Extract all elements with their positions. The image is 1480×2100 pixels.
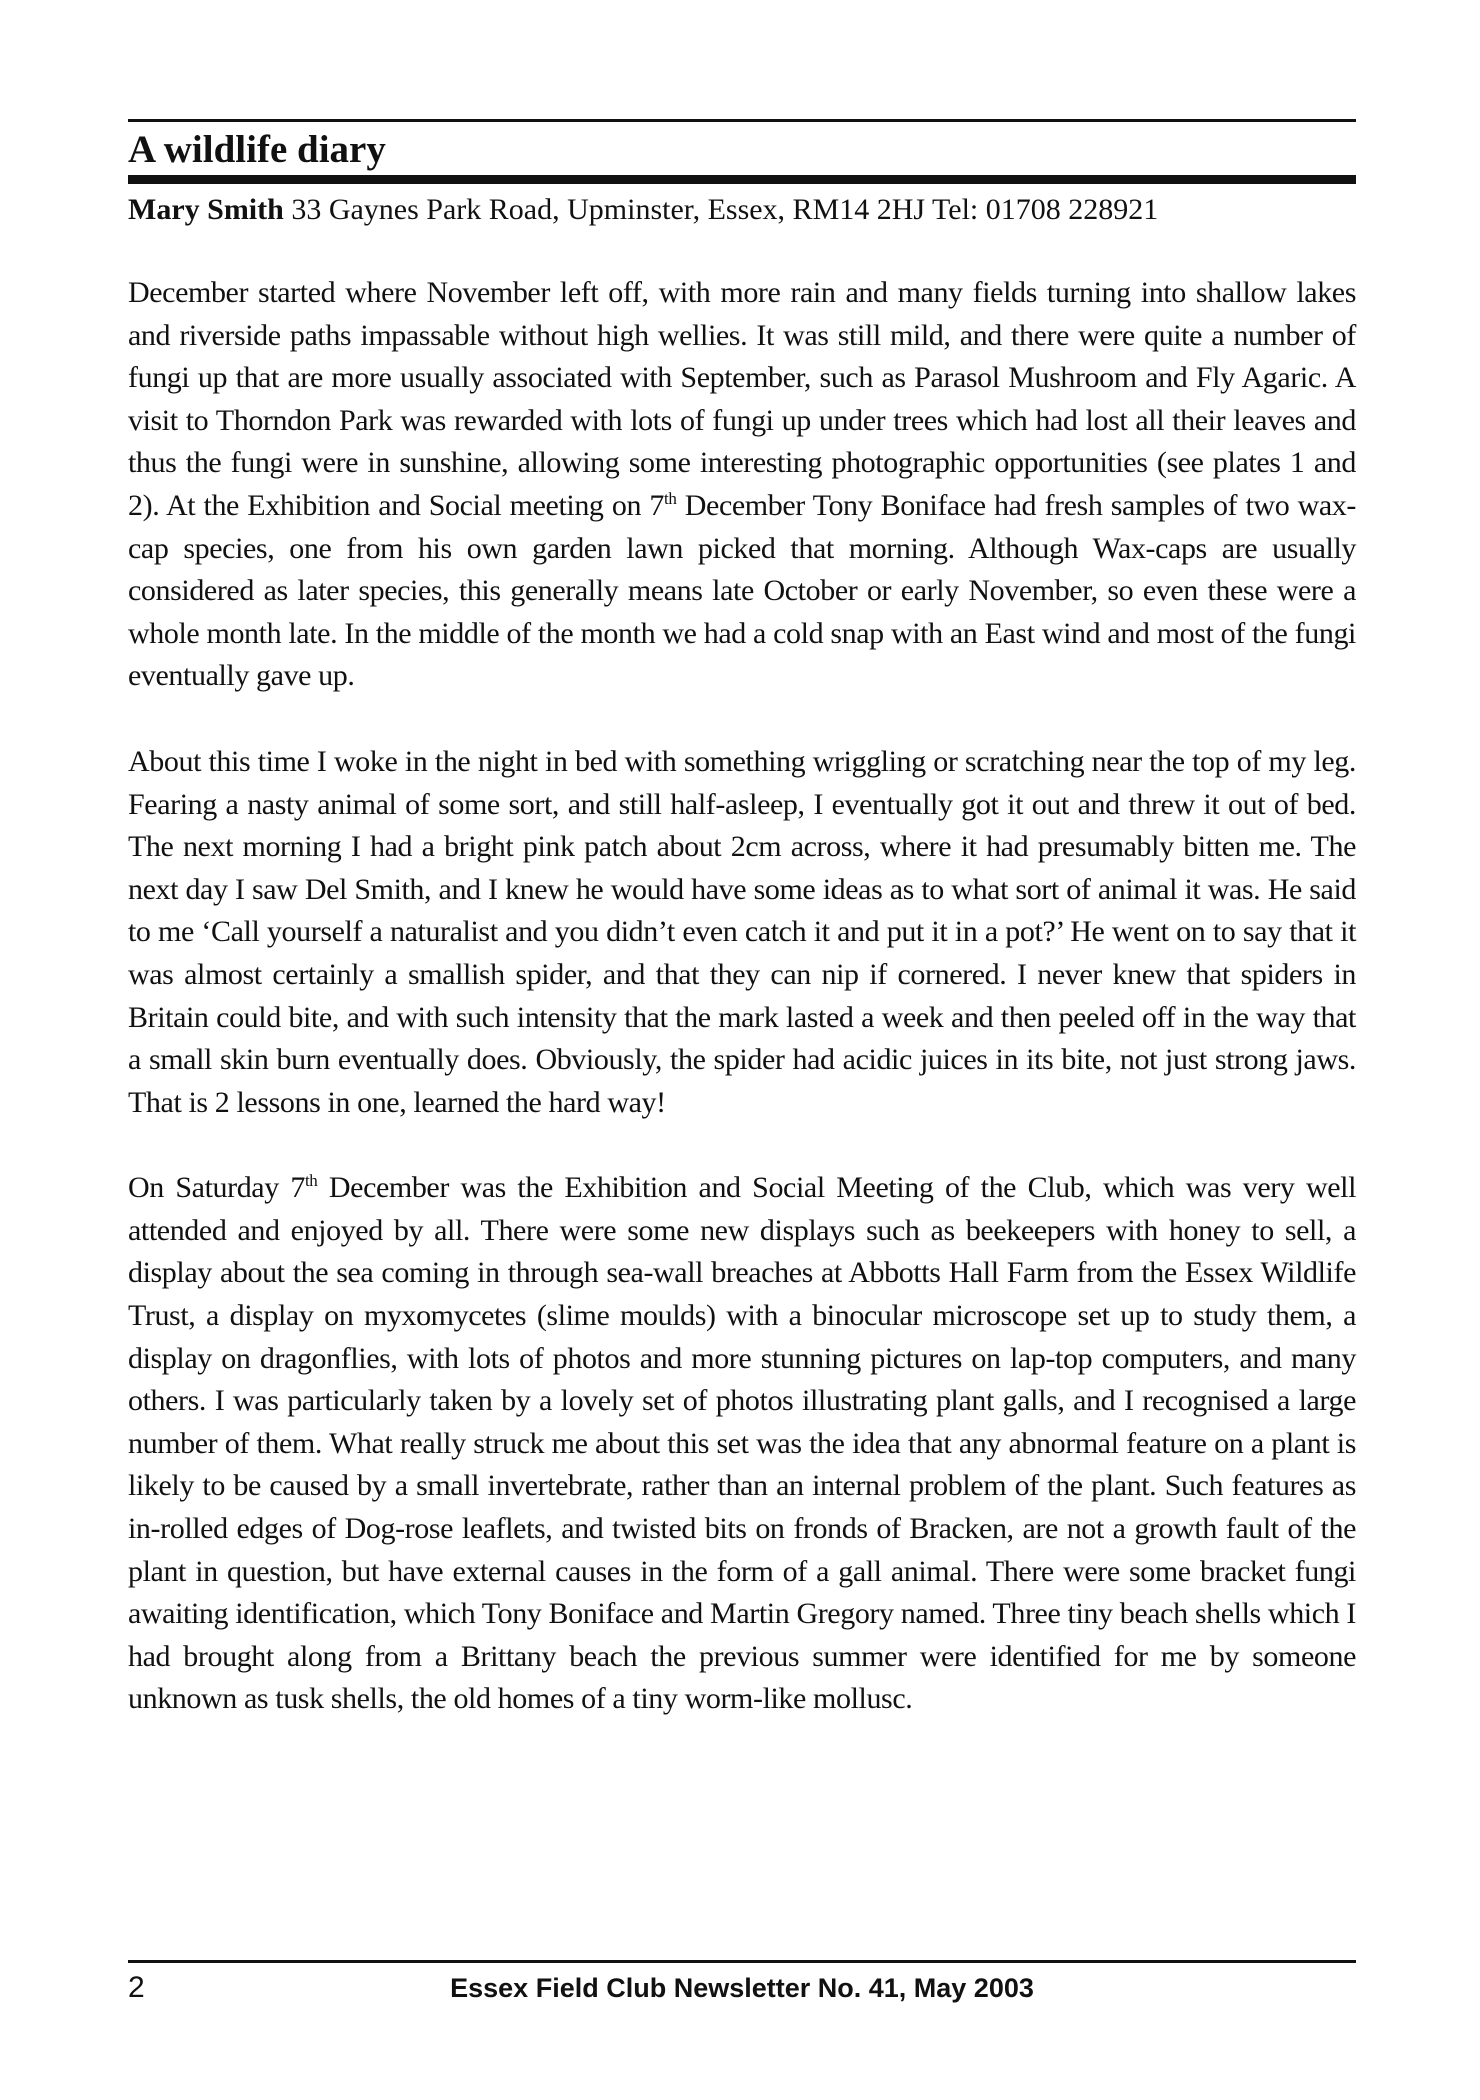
- paragraph-text: December started where November left off, with more rain and many fields turning into shallow lakes and riverside paths impassable without high wellies. It was still mild, and there were quite a number of fungi up that are more usually associated with September, such as Parasol Mushroom and Fly Agaric. A visit to Thorndon Park was rewarded with lots of fungi up under trees which had lost all their leaves and thus the fungi were in sunshine, allowing some interesting photographic opportunities (see plates 1 and 2). At the Exhibition and Social meeting on 7: [128, 276, 1356, 522]
- author-line: [128, 189, 1356, 231]
- article-body: [128, 272, 1356, 1764]
- paragraph-text: December was the Exhibition and Social Meeting of the Club, which was very well attended and enjoyed by all. There were some new displays such as beekeepers with honey to sell, a display about the sea coming in through sea-wall breaches at Abbotts Hall Farm from the Essex Wildlife Trust, a display on myxomycetes (slime moulds) with a binocular microscope set up to study them, a display on dragonflies, with lots of photos and more stunning pictures on lap-top computers, and many others. I was particularly taken by a lovely set of photos illustrating plant galls, and I recognised a large number of them. What really struck me about this set was the idea that any abnormal feature on a plant is likely to be caused by a small invertebrate, rather than an internal problem of the plant. Such features as in-rolled edges of Dog-rose leaflets, and twisted bits on fronds of Bracken, are not a growth fault of the plant in question, but have external causes in the form of a gall animal. There were some bracket fungi awaiting identification, which Tony Boniface and Martin Gregory named. Three tiny beach shells which I had brought along from a Brittany beach the previous summer were identified for me by someone unknown as tusk shells, the old homes of a tiny worm-like mollusc.: [128, 1171, 1357, 1716]
- ordinal-suffix: th: [304, 1171, 318, 1191]
- paragraph-spider: About this time I woke in the night in bed with something wriggling or scratching near the top of my leg. Fearing a nasty animal of some sort, and still half-asleep, I eventually got it out and threw it out of bed. The next morning I had a bright pink patch about 2cm across, where it had presumably bitten me. The next day I saw Del Smith, and I knew he would have some ideas as to what sort of animal it was. He said to me ‘Call yourself a naturalist and you didn’t even catch it and put it in a pot?’ He went on to say that it was almost certainly a smallish spider, and that they can nip if cornered. I never knew that spiders in Britain could bite, and with such intensity that the mark lasted a week and then peeled off in the way that a small skin burn eventually does. Obviously, the spider had acidic juices in its bite, not just strong jaws. That is 2 lessons in one, learned the hard way!: [128, 744, 1356, 1119]
- ordinal-suffix: th: [664, 488, 677, 508]
- author-address: 33 Gaynes Park Road, Upminster, Essex, RM14 2HJ Tel: 01708 228921: [291, 193, 1159, 226]
- paragraph-exhibition: [128, 1167, 1356, 1721]
- paragraph-text: December Tony Boniface had fresh samples of two wax-cap species, one from his own garden lawn picked that morning. Although Wax-caps are usually considered as later species, this generally means late October or early November, so even these were a whole month late. In the middle of the month we had a cold snap with an East wind and most of the fungi eventually gave up.: [128, 488, 1356, 693]
- article-title: A wildlife diary: [128, 128, 386, 171]
- footer-rule: [128, 1960, 1356, 1963]
- paragraph-text: On Saturday 7: [128, 1171, 305, 1205]
- page-number: 2: [128, 1971, 145, 2004]
- publication-footer: Essex Field Club Newsletter No. 41, May 2003: [450, 1973, 1034, 2003]
- paragraph-fungi: [128, 272, 1356, 698]
- author-name: Mary Smith: [128, 193, 284, 226]
- header-top-rule: [128, 119, 1356, 122]
- header-thick-rule: [128, 175, 1356, 184]
